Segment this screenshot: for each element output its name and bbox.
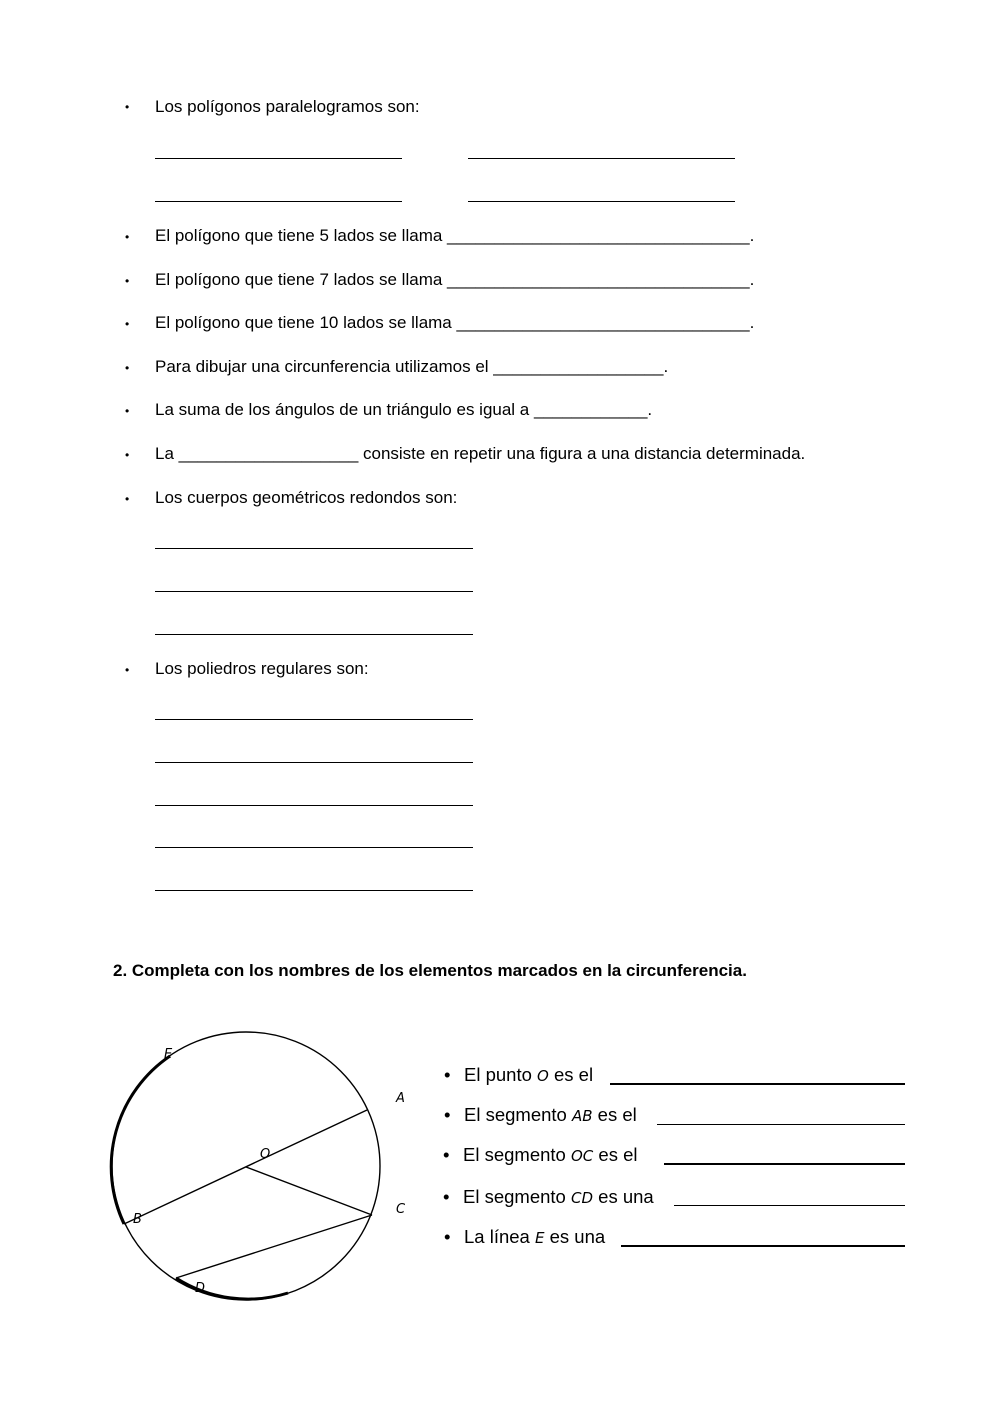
item-segmento-cd: • El segmento CD es una xyxy=(443,1186,654,1207)
bullet: • xyxy=(125,274,130,288)
answer-line[interactable] xyxy=(657,1124,905,1125)
item-segmento-ab: • El segmento AB es el xyxy=(444,1104,637,1125)
bullet: • xyxy=(444,1104,451,1125)
answer-line[interactable] xyxy=(664,1163,905,1165)
answer-line[interactable] xyxy=(155,890,473,891)
answer-line[interactable] xyxy=(155,805,473,806)
answer-line[interactable] xyxy=(155,634,473,635)
var-oc: OC xyxy=(570,1147,594,1165)
answer-line[interactable] xyxy=(155,548,473,549)
question-angulos-triangulo[interactable]: La suma de los ángulos de un triángulo es igual a ____________. xyxy=(155,400,653,419)
var-cd: CD xyxy=(570,1189,594,1207)
bullet: • xyxy=(125,448,130,462)
segment-cd xyxy=(176,1215,372,1278)
bullet: • xyxy=(125,317,130,331)
question-cuerpos-redondos: Los cuerpos geométricos redondos son: xyxy=(155,488,458,507)
question-5-lados[interactable]: El polígono que tiene 5 lados se llama ________________________________. xyxy=(155,226,755,245)
bullet: • xyxy=(443,1144,450,1165)
arc-d xyxy=(176,1278,288,1299)
answer-line[interactable] xyxy=(155,762,473,763)
answer-line[interactable] xyxy=(468,201,735,202)
answer-line[interactable] xyxy=(155,591,473,592)
bullet: • xyxy=(125,492,130,506)
section-2-heading: 2. Completa con los nombres de los elementos marcados en la circunferencia. xyxy=(113,961,747,980)
bullet: • xyxy=(125,361,130,375)
answer-line[interactable] xyxy=(674,1205,905,1206)
answer-line[interactable] xyxy=(155,719,473,720)
answer-line[interactable] xyxy=(155,158,402,159)
bullet: • xyxy=(444,1226,451,1247)
question-traslacion[interactable]: La ___________________ consiste en repetir una figura a una distancia determinada. xyxy=(155,444,806,463)
question-circunferencia[interactable]: Para dibujar una circunferencia utilizamos el __________________. xyxy=(155,357,669,376)
question-10-lados[interactable]: El polígono que tiene 10 lados se llama _______________________________. xyxy=(155,313,755,332)
question-poliedros: Los poliedros regulares son: xyxy=(155,659,369,678)
answer-line[interactable] xyxy=(610,1083,905,1085)
var-ab: AB xyxy=(571,1107,593,1125)
label-o: O xyxy=(260,1147,271,1162)
label-b: B xyxy=(133,1212,142,1227)
question-paralelogramos: Los polígonos paralelogramos son: xyxy=(155,97,420,116)
segment-oc xyxy=(246,1167,372,1215)
answer-line[interactable] xyxy=(468,158,735,159)
bullet: • xyxy=(125,100,130,114)
bullet: • xyxy=(443,1186,450,1207)
answer-line[interactable] xyxy=(155,201,402,202)
var-o: O xyxy=(537,1067,549,1085)
label-c: C xyxy=(396,1202,406,1217)
question-7-lados[interactable]: El polígono que tiene 7 lados se llama ________________________________. xyxy=(155,270,755,289)
item-linea-e: • La línea E es una xyxy=(444,1226,606,1247)
label-a: A xyxy=(396,1091,405,1106)
arc-e xyxy=(111,1056,170,1224)
item-punto-o: • El punto O es el xyxy=(444,1064,594,1085)
bullet: • xyxy=(125,404,130,418)
bullet: • xyxy=(125,230,130,244)
answer-line[interactable] xyxy=(621,1245,905,1247)
label-d: D xyxy=(195,1281,206,1296)
label-e: E xyxy=(164,1047,173,1062)
bullet: • xyxy=(125,663,130,677)
bullet: • xyxy=(444,1064,451,1085)
item-segmento-oc: • El segmento OC es el xyxy=(443,1144,638,1165)
var-e: E xyxy=(534,1229,545,1247)
answer-line[interactable] xyxy=(155,847,473,848)
segment-ab xyxy=(124,1110,367,1224)
circle-diagram xyxy=(100,1020,406,1320)
